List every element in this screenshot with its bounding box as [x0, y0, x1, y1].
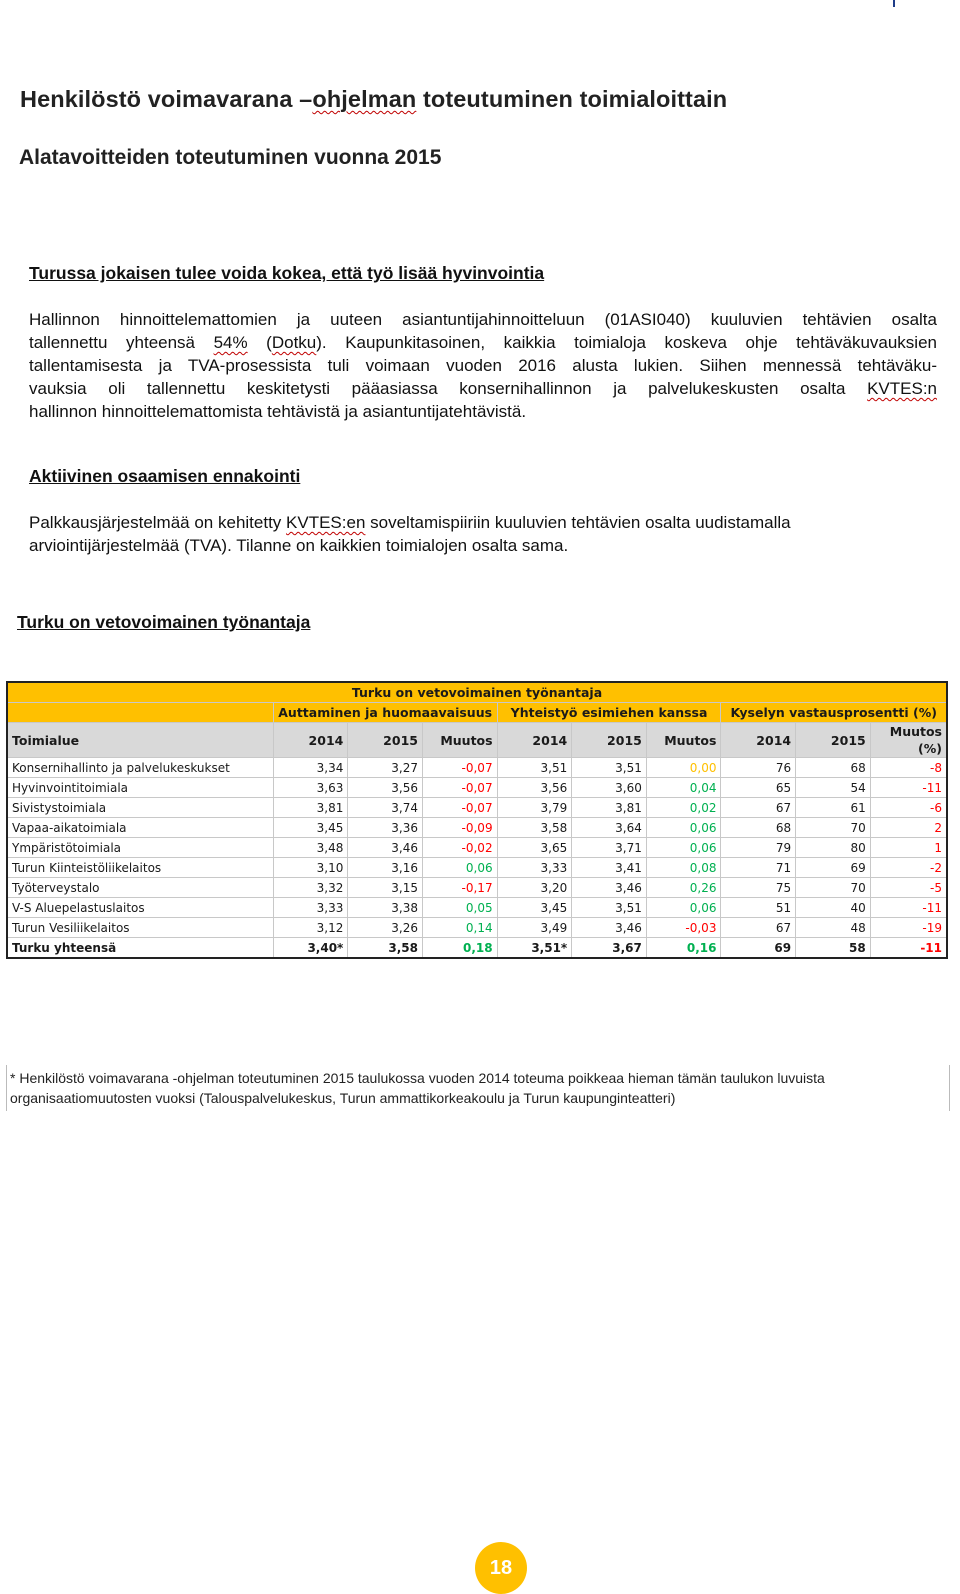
table-cell: 0,26	[646, 878, 721, 898]
table-cell: 3,16	[348, 858, 423, 878]
table-cell: 80	[796, 838, 871, 858]
table-cell: 70	[796, 878, 871, 898]
section-title-employer: Turku on vetovoimainen työnantaja	[17, 612, 311, 632]
table-cell: 0,06	[646, 898, 721, 918]
table-cell: 3,38	[348, 898, 423, 918]
table-cell: 3,63	[273, 778, 348, 798]
page-number-badge: 18	[475, 1542, 527, 1594]
table-cell: 0,16	[646, 938, 721, 959]
table-cell: -0,03	[646, 918, 721, 938]
column-header: Muutos (%)	[870, 723, 947, 758]
table-row	[7, 758, 947, 778]
table-cell: 3,34	[273, 758, 348, 778]
table-cell: 67	[721, 798, 796, 818]
column-header: 2014	[721, 723, 796, 758]
table-row	[7, 838, 947, 858]
table-cell: 3,65	[497, 838, 572, 858]
table-cell: 3,51	[572, 758, 647, 778]
table-cell: 3,79	[497, 798, 572, 818]
table-cell: -11	[870, 898, 947, 918]
table-cell: 0,14	[422, 918, 497, 938]
table-cell: -0,17	[422, 878, 497, 898]
table-title: Turku on vetovoimainen työnantaja	[7, 682, 947, 703]
table-cell: 68	[721, 818, 796, 838]
group-header: Yhteistyö esimiehen kanssa	[497, 703, 721, 723]
table-cell: 69	[721, 938, 796, 959]
table-cell: -0,07	[422, 798, 497, 818]
table-cell: 3,45	[273, 818, 348, 838]
table-row	[7, 778, 947, 798]
table-row	[7, 918, 947, 938]
table-cell: 3,20	[497, 878, 572, 898]
group-header: Kyselyn vastausprosentti (%)	[721, 703, 947, 723]
table-cell: 3,49	[497, 918, 572, 938]
table-cell: 79	[721, 838, 796, 858]
table-cell: 3,51	[497, 758, 572, 778]
column-header: Muutos	[646, 723, 721, 758]
table-cell: 3,71	[572, 838, 647, 858]
table-cell: 0,06	[646, 838, 721, 858]
table-cell: 76	[721, 758, 796, 778]
table-cell: 75	[721, 878, 796, 898]
table-cell: 0,00	[646, 758, 721, 778]
table-row	[7, 878, 947, 898]
table-cell: 3,15	[348, 878, 423, 898]
results-table	[6, 681, 948, 959]
table-cell: 2	[870, 818, 947, 838]
corner-mark	[893, 0, 895, 7]
table-cell: -0,02	[422, 838, 497, 858]
table-cell: 3,46	[572, 878, 647, 898]
row-label: Turun Kiinteistöliikelaitos	[7, 858, 273, 878]
table-cell: 3,56	[497, 778, 572, 798]
footnote: * Henkilöstö voimavarana -ohjelman toteutuminen 2015 taulukossa vuoden 2014 toteuma poikkeaa hieman tämän taulukon luvuista organisaatiomuutosten vuoksi (Talouspalvelukeskus, Turun ammattikorkeakoulu ja Turun kaupunginteatteri)	[10, 1070, 825, 1106]
table-cell: 3,10	[273, 858, 348, 878]
table-cell: 69	[796, 858, 871, 878]
table-cell: -6	[870, 798, 947, 818]
row-label: Työterveystalo	[7, 878, 273, 898]
table-cell: 3,12	[273, 918, 348, 938]
table-cell: 48	[796, 918, 871, 938]
table-cell: 0,06	[422, 858, 497, 878]
table-cell: 3,81	[572, 798, 647, 818]
table-cell: 3,26	[348, 918, 423, 938]
section-paragraph-wellbeing: Hallinnon hinnoittelemattomien ja uuteen asiantuntijahinnoitteluun (01ASI040) kuuluvien tehtävien osalta tallennettu yhteensä 54% (Dotku). Kaupunkitasoinen, kaikkia toimialoja koskeva ohje tehtäväkuvauksien tallentamisesta ja TVA-prosessista tuli voimaan vuoden 2016 alusta lukien. Siihen mennessä tehtäväku- vauksia oli tallennettu keskitetysti pääasiassa konsernihallinnon ja palvelukeskusten osalta KVTES:n hallinnon hinnoittelemattomista tehtävistä ja asiantuntijatehtävistä.	[29, 310, 937, 421]
table-cell: 51	[721, 898, 796, 918]
row-label: V-S Aluepelastuslaitos	[7, 898, 273, 918]
table-cell: 3,81	[273, 798, 348, 818]
table-cell: 3,67	[572, 938, 647, 959]
row-label: Ympäristötoimiala	[7, 838, 273, 858]
table-cell: 3,32	[273, 878, 348, 898]
table-body	[7, 758, 947, 959]
table-cell: 3,51*	[497, 938, 572, 959]
table-row	[7, 818, 947, 838]
table-group-row	[7, 703, 947, 723]
row-label: Turun Vesiliikelaitos	[7, 918, 273, 938]
table-cell: 58	[796, 938, 871, 959]
group-empty-cell	[7, 703, 273, 723]
table-cell: 3,48	[273, 838, 348, 858]
table-cell: 3,56	[348, 778, 423, 798]
table-title-row	[7, 682, 947, 703]
table-cell: -0,07	[422, 778, 497, 798]
table-cell: 3,74	[348, 798, 423, 818]
table-cell: 1	[870, 838, 947, 858]
table-cell: 3,41	[572, 858, 647, 878]
column-header: 2015	[796, 723, 871, 758]
table-cell: -0,09	[422, 818, 497, 838]
table-cell: 3,60	[572, 778, 647, 798]
table-cell: -11	[870, 778, 947, 798]
table-cell: 0,05	[422, 898, 497, 918]
table-cell: 70	[796, 818, 871, 838]
table-cell: 3,46	[348, 838, 423, 858]
table-cell: 40	[796, 898, 871, 918]
table-cell: 3,58	[348, 938, 423, 959]
table-row	[7, 938, 947, 959]
table-cell: 3,58	[497, 818, 572, 838]
table-cell: 3,33	[497, 858, 572, 878]
table-cell: 3,40*	[273, 938, 348, 959]
table-cell: -19	[870, 918, 947, 938]
table-row	[7, 858, 947, 878]
group-header: Auttaminen ja huomaavaisuus	[273, 703, 497, 723]
column-header: 2014	[273, 723, 348, 758]
table-cell: 61	[796, 798, 871, 818]
row-label: Konsernihallinto ja palvelukeskukset	[7, 758, 273, 778]
table-cell: -11	[870, 938, 947, 959]
table-row	[7, 798, 947, 818]
column-header: 2015	[572, 723, 647, 758]
table-cell: 71	[721, 858, 796, 878]
table-cell: 0,04	[646, 778, 721, 798]
table-cell: 0,08	[646, 858, 721, 878]
section-title-competence: Aktiivinen osaamisen ennakointi	[29, 466, 301, 486]
table-cell: 3,64	[572, 818, 647, 838]
results-table-container	[6, 681, 948, 959]
spellcheck-word: ohjelman	[312, 86, 417, 112]
table-cell: -8	[870, 758, 947, 778]
table-cell: -2	[870, 858, 947, 878]
table-cell: 3,27	[348, 758, 423, 778]
table-cell: 3,33	[273, 898, 348, 918]
table-cell: 3,36	[348, 818, 423, 838]
table-cell: -5	[870, 878, 947, 898]
table-cell: 65	[721, 778, 796, 798]
section-paragraph-competence: Palkkausjärjestelmää on kehitetty KVTES:en soveltamispiiriin kuuluvien tehtävien osalta uudistamalla arviointijärjestelmää (TVA). Tilanne on kaikkien toimialojen osalta sama.	[29, 513, 791, 555]
column-header: Toimialue	[7, 723, 273, 758]
page-title: Henkilöstö voimavarana –ohjelman toteutuminen toimialoittain	[20, 86, 728, 112]
row-label: Hyvinvointitoimiala	[7, 778, 273, 798]
table-cell: 3,46	[572, 918, 647, 938]
row-label: Vapaa-aikatoimiala	[7, 818, 273, 838]
table-cell: 0,02	[646, 798, 721, 818]
table-cell: 67	[721, 918, 796, 938]
table-cell: 68	[796, 758, 871, 778]
table-header-row	[7, 723, 947, 758]
column-header: 2015	[348, 723, 423, 758]
row-label: Sivistystoimiala	[7, 798, 273, 818]
table-cell: 3,51	[572, 898, 647, 918]
column-header: Muutos	[422, 723, 497, 758]
table-cell: -0,07	[422, 758, 497, 778]
table-cell: 0,06	[646, 818, 721, 838]
table-cell: 0,18	[422, 938, 497, 959]
row-label: Turku yhteensä	[7, 938, 273, 959]
table-cell: 3,45	[497, 898, 572, 918]
section-title-wellbeing: Turussa jokaisen tulee voida kokea, että työ lisää hyvinvointia	[29, 263, 545, 283]
page-subtitle: Alatavoitteiden toteutuminen vuonna 2015	[19, 146, 442, 169]
table-cell: 54	[796, 778, 871, 798]
table-row	[7, 898, 947, 918]
column-header: 2014	[497, 723, 572, 758]
